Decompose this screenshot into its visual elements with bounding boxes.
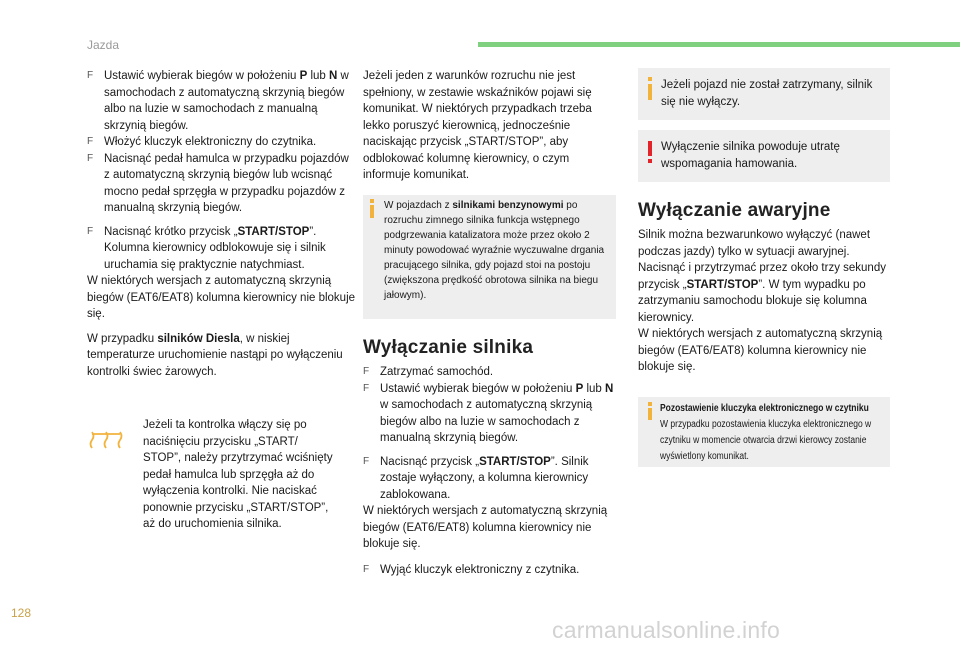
gear-n: N	[329, 70, 338, 82]
header-bar	[478, 42, 960, 47]
step-text: Zatrzymać samochód.	[380, 366, 494, 378]
column-2	[363, 68, 615, 184]
paragraph: Jeżeli jeden z warunków rozruchu nie jest spełniony, w zestawie wskaźników pojawi się komunikat. W niektórych przypadkach trzeba lekko poruszyć kierownicą, jednocześnie naciskając przycisk „START/STOP”, aby odblokować kolumnę kierownicy, o czym informuje komunikat.	[363, 70, 592, 181]
bullet-icon: F	[87, 152, 94, 164]
step-text: Nacisnąć pedał hamulca w przypadku pojazdów z automatyczną skrzynią biegów lub wcisnąć mocno pedał sprzęgła w przypadku pojazdów z manualną skrzynią biegów.	[104, 152, 349, 214]
info-title: Pozostawienie kluczyka elektronicznego w czytniku	[660, 403, 869, 414]
warning-icon-dot	[648, 159, 652, 163]
step-text: Nacisnąć krótko przycisk „	[104, 225, 238, 238]
info-icon	[648, 84, 652, 100]
warning-box-brakes	[638, 130, 890, 182]
step-text: Ustawić wybierak biegów w położeniu	[104, 70, 300, 82]
step-text: w samochodach z automatyczną skrzynią biegów albo na luzie w samochodach z manualną skrzynią biegów.	[380, 399, 593, 444]
step-text: ”. Kolumna kierownicy odblokowuje się i silnik uruchamia się praktycznie natychmiast.	[104, 225, 326, 271]
info-icon-dot	[370, 199, 374, 203]
warning-icon	[648, 141, 652, 156]
step-item	[363, 364, 615, 381]
warning-text: Wyłączenie silnika powoduje utratę wspomagania hamowania.	[661, 141, 840, 170]
info-icon	[648, 408, 652, 420]
bullet-icon: F	[87, 70, 94, 81]
step-item	[363, 381, 615, 447]
step-text: lub	[583, 382, 606, 395]
text-bold: silnikami benzynowymi	[452, 200, 564, 211]
info-text	[384, 198, 610, 303]
info-icon-dot	[648, 402, 652, 406]
info-body: W przypadku pozostawienia kluczyka elektronicznego w czytniku w momencie otwarcia drzwi kierowcy zostanie wyświetlony komunikat.	[660, 419, 872, 462]
text: , w niskiej temperaturze uruchomienie nastąpi po wyłączeniu kontrolki świec żarowych.	[87, 332, 343, 378]
column-2-steps	[363, 364, 615, 578]
watermark: carmanualsonline.info	[552, 617, 780, 643]
text: Silnik można bezwarunkowo wyłączyć (nawet podczas jazdy) tylko w sytuacji awaryjnej. Nacisnąć i przytrzymać przez około trzy sekundy przycisk „	[638, 229, 886, 291]
start-stop-label: START/STOP	[686, 278, 759, 291]
step-text: lub	[307, 70, 330, 82]
column-1	[87, 68, 357, 380]
gear-n: N	[605, 382, 614, 395]
start-stop-label: START/STOP	[479, 455, 551, 468]
heading-engine-off: Wyłączanie silnika	[363, 337, 534, 358]
bullet-icon: F	[363, 455, 370, 467]
bullet-icon: F	[87, 136, 94, 147]
bullet-icon: F	[363, 563, 370, 575]
paragraph	[638, 227, 890, 326]
paragraph: W niektórych wersjach z automatyczną skrzynią biegów (EAT6/EAT8) kolumna kierownicy nie blokuje się.	[87, 275, 356, 320]
step-item	[87, 68, 357, 134]
heading-emergency-off: Wyłączanie awaryjne	[638, 200, 831, 221]
text: ”. W tym wypadku po zatrzymaniu samochodu blokuje się kolumna kierownicy.	[638, 278, 867, 324]
step-text: Włożyć kluczyk elektroniczny do czytnika.	[104, 136, 317, 148]
info-box-petrol	[363, 195, 616, 319]
info-text: Jeżeli pojazd nie został zatrzymany, silnik się nie wyłączy.	[661, 79, 873, 108]
column-3	[638, 227, 890, 376]
paragraph: W niektórych wersjach z automatyczną skrzynią biegów (EAT6/EAT8) kolumna kierownicy nie blokuje się.	[363, 505, 608, 550]
step-text: Nacisnąć przycisk „	[380, 455, 480, 468]
step-text: ”. Silnik zostaje wyłączony, a kolumna kierownicy zablokowana.	[380, 455, 589, 501]
step-item	[363, 562, 615, 579]
paragraph: W niektórych wersjach z automatyczną skrzynią biegów (EAT6/EAT8) kolumna kierownicy nie blokuje się.	[638, 328, 883, 373]
info-icon-dot	[648, 77, 652, 81]
gear-p: P	[299, 70, 308, 82]
info-box-key-left	[638, 397, 890, 467]
paragraph-diesel	[87, 331, 357, 381]
step-item	[363, 454, 615, 504]
info-icon	[370, 205, 374, 218]
text: po rozruchu zimnego silnika funkcja wstępnego podgrzewania katalizatora może przez około 2 minuty powodować wyraźnie wyczuwalne drgania pracującego silnika, gdy pojazd stoi na postoju (zwiększona prędkość obrotowa silnika na biegu jałowym).	[384, 200, 605, 301]
info-box-not-stopped	[638, 68, 890, 120]
text: W pojazdach z	[384, 200, 453, 211]
bullet-icon: F	[87, 225, 94, 237]
section-title: Jazda	[87, 38, 120, 52]
info-text	[660, 401, 890, 465]
start-stop-label: START/STOP	[237, 225, 310, 238]
text-bold: silników Diesla	[157, 332, 240, 345]
text: W przypadku	[87, 332, 158, 345]
step-text: w samochodach z automatyczną skrzynią biegów albo na luzie w samochodach z manualną skrzynią biegów.	[104, 70, 349, 132]
step-text: Wyjąć kluczyk elektroniczny z czytnika.	[380, 563, 580, 576]
gear-p: P	[575, 382, 584, 395]
glow-plug-icon	[89, 430, 123, 455]
step-item	[87, 134, 357, 151]
glow-plug-note: Jeżeli ta kontrolka włączy się po naciśnięciu przycisku „START/ STOP”, należy przytrzymać wciśnięty pedał hamulca lub sprzęgła aż do wyłączenia kontrolki. Nie naciskać ponownie przycisku „START/STOP”, aż do uruchomienia silnika.	[143, 419, 333, 530]
bullet-icon: F	[363, 366, 370, 377]
page-number: 128	[11, 606, 32, 620]
step-text: Ustawić wybierak biegów w położeniu	[380, 382, 576, 395]
bullet-icon: F	[363, 382, 370, 394]
step-item	[87, 224, 357, 274]
step-item	[87, 151, 357, 217]
